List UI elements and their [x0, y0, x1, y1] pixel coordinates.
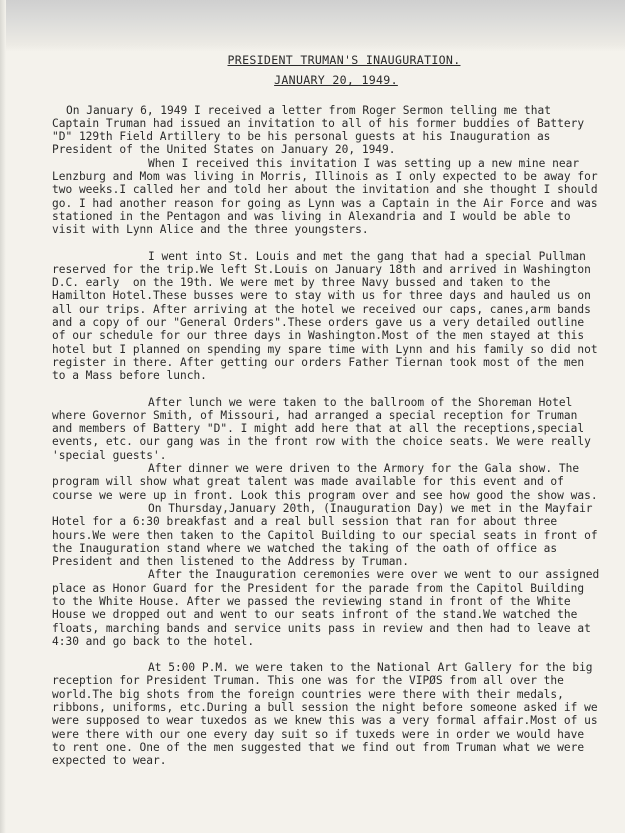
paragraph-6: On Thursday,January 20th, (Inauguration Day) we met in the Mayfair Hotel for a 6:30 breakfast and a real bull session that ran for about three hours.We were then taken to the Capitol Building to our special seats in front of the Inauguration stand where we watched the taking of the oath of office as President and then listened to the Address by Truman. — [52, 501, 605, 569]
paragraph-8: At 5:00 P.M. we were taken to the National Art Gallery for the big reception for President Truman. This one was for the VIPØS from all over the world.The big shots from the foreign countries were there with their medals, ribbons, uniforms, etc.During a bull session the night before someone asked if we were supposed to wear tuxedos as we knew this was a very formal affair.Most of us were there with our one every day suit so if tuxeds were in order we would have to rent one. One of the men suggested that we find out from Truman what we were expected to wear. — [52, 661, 605, 768]
scan-shadow-top — [0, 0, 625, 52]
document-page — [52, 50, 607, 768]
document-title: PRESIDENT TRUMAN'S INAUGURATION. — [227, 53, 461, 67]
paragraph-1: On January 6, 1949 I received a letter from Roger Sermon telling me that Captain Truman had issued an invitation to all of his former buddies of Battery "D" 129th Field Artillery to be his personal guests at his Inauguration as President of the United States on January 20, 1949. — [52, 103, 591, 157]
paragraph-7: After the Inauguration ceremonies were over we went to our assigned place as Honor Guard for the President for the parade from the Capitol Building to the White House. After we passed the reviewing stand in front of the White House we dropped out and went to our seats infront of the stand.We watched the floats, marching bands and service units pass in review and then had to leave at 4:30 and go back to the hotel. — [52, 568, 607, 648]
scan-shadow-left — [0, 0, 6, 833]
paragraph-2: When I received this invitation I was setting up a new mine near Lenzburg and Mom was living in Morris, Illinois as I only expected to be away for two weeks.I called her and told her about the invitation and she thought I should go. I had another reason for going as Lynn was a Captain in the Air Force and was stationed in the Pentagon and was living in Alexandria and I would be able to visit with Lynn Alice and the three youngsters. — [52, 156, 605, 237]
paragraph-3: I went into St. Louis and met the gang that had a special Pullman reserved for the trip.We left St.Louis on January 18th and arrived in Washington D.C. early on the 19th. We were met by three Navy bussed and taken to the Hamilton Hotel.These busses were to stay with us for three days and hauled us on all our trips. After arriving at the hotel we received our caps, canes,arm bands and a copy of our "General Orders".These orders gave us a very detailed outline of our schedule for our three days in Washington.Most of the men stayed at this hotel but I planned on spending my spare time with Lynn and his family so did not register in there. After getting our orders Father Tiernan took most of the men to a Mass before lunch. — [52, 249, 605, 383]
document-date: JANUARY 20, 1949. — [274, 73, 398, 88]
paragraph-5: After dinner we were driven to the Armory for the Gala show. The program will show what great talent was made available for this event and of course we were up in front. Look this program over and see how good the show was. — [52, 462, 598, 502]
paragraph-4: After lunch we were taken to the ballroom of the Shoreman Hotel where Governor Smith, of Missouri, had arranged a special reception for Truman and members of Battery "D". I might add here that at all the receptions,special events, etc. our gang was in the front row with the choice seats. We were really 'special guests'. — [52, 395, 598, 462]
